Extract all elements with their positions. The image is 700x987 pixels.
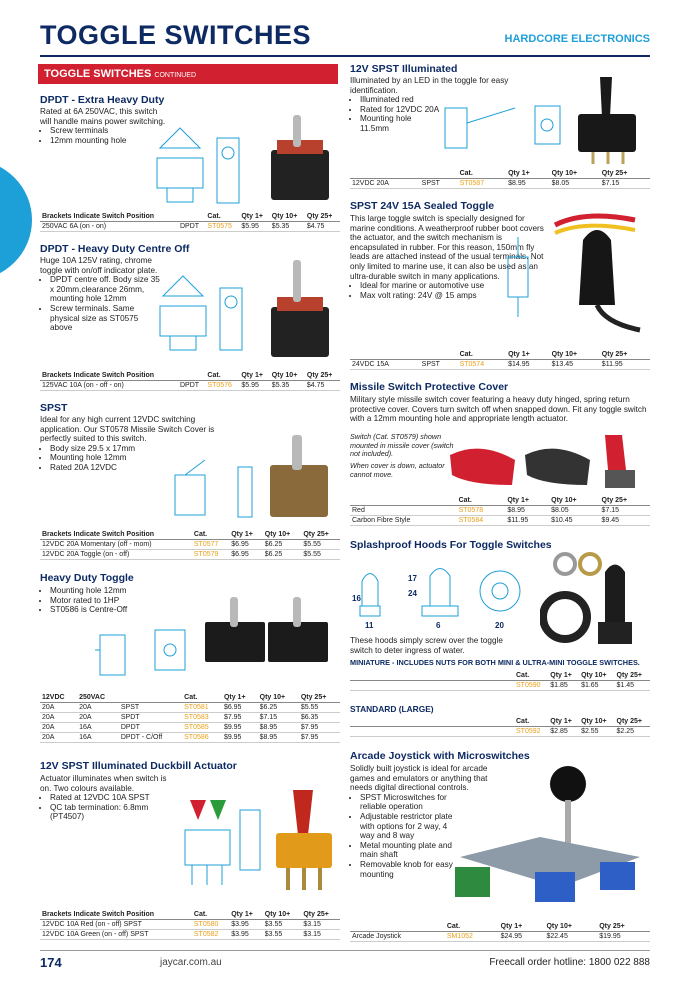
- spst-heading: [40, 402, 67, 414]
- heavy-duty-photos: [200, 594, 340, 684]
- illuminated-table: Cat. Qty 1+ Qty 10+ Qty 25+ 12VDC 20A SPST ST0587 $8.95 $8.05 $7.15: [350, 169, 650, 189]
- dim-label: 11: [365, 621, 374, 630]
- th: Qty 1+: [229, 530, 263, 540]
- bullet: • Screw terminals. Same physical size as ST0575 above: [50, 304, 160, 333]
- spst-photo: [262, 430, 337, 525]
- hotline: Freecall order hotline: 1800 022 888: [489, 957, 650, 968]
- duckbill-diagram: [170, 790, 270, 900]
- heavy-duty-text: [40, 586, 180, 615]
- dim-label: 6: [436, 621, 441, 630]
- dim-label: 16: [352, 594, 361, 603]
- missile-photos: [440, 430, 650, 495]
- table-row: 12VDC 10A Green (on - off) SPST ST0582 $3.95 $3.55 $3.15: [40, 930, 340, 940]
- dpdt-xheavy-desc: Rated at 6A 250VAC, this switch will handle mains power switching.: [40, 107, 166, 126]
- heavy-duty-table: 12VDC 250VAC Cat. Qty 1+ Qty 10+ Qty 25+ 20A 20A SPST ST0581 $6.95 $6.25 $5.55 20A 20A SPDT ST0583 $7.95 $7.15 $6.35 20A 16A DPDT ST0585 $9.95 $8.95 $7.95 20A 16A DPDT - C/Off ST0586 $9.95 $8.95 $7.95: [40, 693, 340, 743]
- th: Brackets Indicate Switch Position: [40, 212, 178, 222]
- illuminated-heading: [350, 63, 457, 75]
- missile-desc: Military style missile switch cover featuring a heavy duty hinged, spring return protective cover. Covers turn switch off when snapped down. Fit any toggle switch with a 12mm mounting hole and appropriate length actuator.: [350, 395, 647, 424]
- th: Brackets Indicate Switch Position: [40, 371, 178, 381]
- th: Qty 10+: [263, 530, 302, 540]
- sealed-heading: [350, 200, 494, 212]
- table-row: Carbon Fibre Style ST0584 $11.95 $10.45 $9.45: [350, 516, 650, 526]
- th: Cat.: [205, 212, 239, 222]
- missile-note-1: Switch (Cat. ST0579) shown mounted in missile cover (switch not included).: [350, 432, 454, 459]
- table-row: 20A 20A SPST ST0581 $6.95 $6.25 $5.55: [40, 703, 340, 713]
- dim-label: 20: [495, 621, 504, 630]
- joystick-title: Arcade Joystick with Microswitches: [350, 750, 530, 762]
- bullet: • QC tab termination: 6.8mm (PT4507): [50, 803, 180, 822]
- bullet: • Rated 20A 12VDC: [50, 463, 220, 473]
- site-link[interactable]: jaycar.com.au: [160, 957, 222, 968]
- bullet: • Body size 29.5 x 17mm: [50, 444, 220, 454]
- illuminated-photo: [568, 72, 648, 167]
- joystick-photo: [440, 762, 650, 922]
- bullet: • DPDT centre off. Body size 35 x 20mm,clearance 26mm, mounting hole 12mm: [50, 275, 160, 304]
- dpdt-centre-photo: [263, 255, 338, 365]
- duckbill-heading: [40, 760, 237, 772]
- sealed-desc: This large toggle switch is specially designed for marine conditions. A weatherproof rubber boot covers the actuator, and the switch mechanism is encapsulated in rubber. For this reason, 150mm fly leads are attached instead of the usual terminals. Not only limited to marine use, it can also be used as an ultra-durable switch in many applications.: [350, 214, 544, 281]
- sealed-photo: [545, 205, 650, 340]
- bullet: • Removable knob for easy mounting: [360, 860, 460, 879]
- dpdt-centre-diagram: [148, 268, 268, 360]
- bullet: • Illuminated red: [360, 95, 440, 105]
- sealed-diagram: [498, 232, 538, 322]
- missile-title: Missile Switch Protective Cover: [350, 381, 509, 393]
- table-row: ST0592 $2.85 $2.55 $2.25: [350, 727, 650, 737]
- table-row: 24VDC 15A SPST ST0574 $14.95 $13.45 $11.95: [350, 360, 650, 370]
- dpdt-xheavy-table: [40, 212, 340, 232]
- spst-diagram: [160, 455, 265, 525]
- missile-note-2: When cover is down, actuator cannot move.: [350, 461, 445, 479]
- missile-table: Cat. Qty 1+ Qty 10+ Qty 25+ Red ST0578 $8.95 $8.05 $7.15 Carbon Fibre Style ST0584 $11.95 $10.45 $9.45: [350, 496, 650, 526]
- bullet: • Mounting hole 11.5mm: [360, 114, 440, 133]
- missile-heading: [350, 381, 508, 393]
- table-row: 12VDC 10A Red (on - off) SPST ST0580 $3.95 $3.55 $3.15: [40, 920, 340, 930]
- dpdt-xheavy-photo: [263, 110, 338, 210]
- dpdt-centre-desc: Huge 10A 125V rating, chrome toggle with on/off indicator plate.: [40, 256, 158, 275]
- bullet: • Mounting hole 12mm: [50, 453, 220, 463]
- duckbill-table: Brackets Indicate Switch Position Cat. Qty 1+ Qty 10+ Qty 25+ 12VDC 10A Red (on - off) SPST ST0580 $3.95 $3.55 $3.15 12VDC 10A Green (on - off) SPST ST0582 $3.95 $3.55 $3.15: [40, 910, 340, 940]
- section-tag: HARDCORE ELECTRONICS: [504, 33, 650, 45]
- dpdt-xheavy-heading: [40, 94, 164, 106]
- bullet: • Mounting hole 12mm: [50, 586, 180, 596]
- spst-table: [40, 530, 340, 560]
- bullet: • Metal mounting plate and main shaft: [360, 841, 460, 860]
- spst-desc: Ideal for any high current 12VDC switching application. Our ST0578 Missile Switch Cover is perfectly suited to this switch.: [40, 415, 215, 444]
- th: Qty 25+: [305, 371, 340, 381]
- hoods-diagram: [350, 556, 535, 631]
- table-row: 20A 20A SPDT ST0583 $7.95 $7.15 $6.35: [40, 713, 340, 723]
- bullet: • Rated at 12VDC 10A SPST: [50, 793, 180, 803]
- dpdt-centre-table: [40, 371, 340, 391]
- joystick-heading: [350, 750, 530, 762]
- table-row: 125VAC 10A (on - off - on) DPDT ST0576 $5.95 $5.35 $4.75: [40, 381, 340, 391]
- th: Qty 1+: [239, 371, 269, 381]
- table-row: 12VDC 20A Momentary (off - mom) ST0577 $6.95 $6.25 $5.55: [40, 540, 340, 550]
- illuminated-title: 12V SPST Illuminated: [350, 63, 458, 75]
- hoods-desc: These hoods simply screw over the toggle switch to deter ingress of water.: [350, 636, 503, 655]
- table-row: 250VAC 6A (on - on) DPDT ST0575 $5.95 $5.35 $4.75: [40, 222, 340, 232]
- continued-banner: [38, 64, 338, 84]
- hoods-title: Splashproof Hoods For Toggle Switches: [350, 539, 552, 551]
- table-row: 12VDC 20A Toggle (on - off) ST0579 $6.95 $6.25 $5.55: [40, 550, 340, 560]
- dpdt-centre-title: DPDT - Heavy Duty Centre Off: [40, 243, 190, 255]
- header-rule: [40, 55, 650, 57]
- footer-rule: [40, 950, 650, 951]
- hoods-std-table: Cat. Qty 1+ Qty 10+ Qty 25+ ST0592 $2.85 $2.55 $2.25: [350, 717, 650, 737]
- table-row: 12VDC 20A SPST ST0587 $8.95 $8.05 $7.15: [350, 179, 650, 189]
- bullet: • ST0586 is Centre-Off: [50, 605, 180, 615]
- hoods-heading: [350, 539, 552, 551]
- dpdt-centre-heading: [40, 243, 189, 255]
- bullet: • Screw terminals: [50, 126, 170, 136]
- th: Qty 10+: [270, 212, 305, 222]
- dim-label: 24: [408, 589, 417, 598]
- table-row: Arcade Joystick SM1052 $24.95 $22.45 $19.95: [350, 932, 650, 942]
- hoods-std-label: STANDARD (LARGE): [350, 704, 434, 714]
- duckbill-title: 12V SPST Illuminated Duckbill Actuator: [40, 760, 237, 772]
- continued-sub: CONTINUED: [154, 72, 197, 79]
- table-row: 20A 16A DPDT - C/Off ST0586 $9.95 $8.95 $7.95: [40, 733, 340, 743]
- table-row: ST0590 $1.85 $1.65 $1.45: [350, 681, 650, 691]
- bullet: • Adjustable restrictor plate with options for 2 way, 4 way and 8 way: [360, 812, 460, 841]
- hoods-mini-table: Cat. Qty 1+ Qty 10+ Qty 25+ ST0590 $1.85 $1.65 $1.45: [350, 671, 650, 691]
- bullet: • Max volt rating: 24V @ 15 amps: [360, 291, 550, 301]
- spst-title: SPST: [40, 402, 68, 414]
- joystick-table: Cat. Qty 1+ Qty 10+ Qty 25+ Arcade Joystick SM1052 $24.95 $22.45 $19.95: [350, 922, 650, 942]
- page-number: 174: [40, 955, 62, 970]
- dpdt-xheavy-diagram: [145, 118, 265, 213]
- page-title: TOGGLE SWITCHES: [40, 20, 312, 50]
- duckbill-photo: [268, 785, 340, 900]
- bullet: • Rated for 12VDC 20A: [360, 105, 440, 115]
- hoods-mini-label: MINIATURE - INCLUDES NUTS FOR BOTH MINI & ULTRA-MINI TOGGLE SWITCHES.: [350, 658, 640, 667]
- page-tab-decoration: [0, 160, 32, 280]
- bullet: • Ideal for marine or automotive use: [360, 281, 550, 291]
- illuminated-diagram: [440, 98, 565, 163]
- dpdt-centre-text: [40, 256, 160, 333]
- bullet: • SPST Microswitches for reliable operation: [360, 793, 460, 812]
- bullet: • 12mm mounting hole: [50, 136, 170, 146]
- table-row: Red ST0578 $8.95 $8.05 $7.15: [350, 506, 650, 516]
- duckbill-desc: Actuator illuminates when switch is on. Two colours available.: [40, 774, 167, 793]
- table-row: 20A 16A DPDT ST0585 $9.95 $8.95 $7.95: [40, 723, 340, 733]
- th: Qty 25+: [305, 212, 340, 222]
- heavy-duty-diagram: [95, 620, 205, 685]
- th: Brackets Indicate Switch Position: [40, 530, 192, 540]
- heavy-duty-heading: [40, 572, 134, 584]
- dim-label: 17: [408, 574, 417, 583]
- continued-main: TOGGLE SWITCHES: [44, 68, 152, 80]
- th: Qty 1+: [239, 212, 269, 222]
- joystick-desc: Solidly built joystick is ideal for arcade games and emulators or anything that needs digital directional controls.: [350, 764, 488, 793]
- th: Qty 10+: [270, 371, 305, 381]
- th: Cat.: [205, 371, 239, 381]
- hoods-photos: [540, 552, 650, 652]
- duckbill-text: [40, 774, 180, 822]
- dpdt-xheavy-title: DPDT - Extra Heavy Duty: [40, 94, 165, 106]
- heavy-duty-title: Heavy Duty Toggle: [40, 572, 134, 584]
- th: Cat.: [192, 530, 229, 540]
- sealed-title: SPST 24V 15A Sealed Toggle: [350, 200, 495, 212]
- th: Qty 25+: [301, 530, 340, 540]
- illuminated-desc: Illuminated by an LED in the toggle for easy identification.: [350, 76, 509, 95]
- bullet: • Motor rated to 1HP: [50, 596, 180, 606]
- sealed-table: Cat. Qty 1+ Qty 10+ Qty 25+ 24VDC 15A SPST ST0574 $14.95 $13.45 $11.95: [350, 350, 650, 370]
